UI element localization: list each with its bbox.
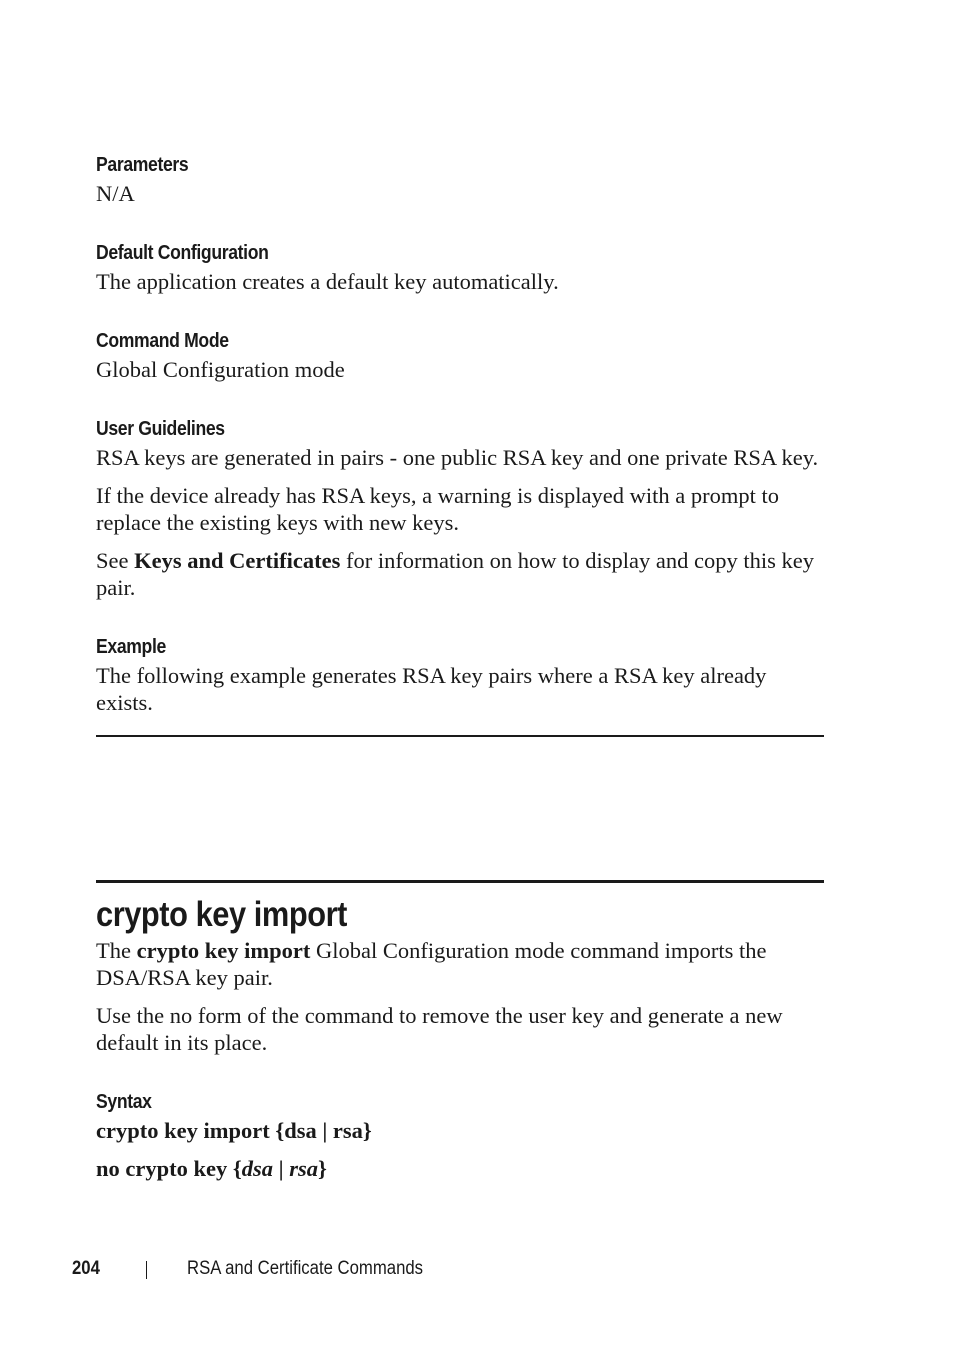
no-form-line-2: default in its place. [96,1030,268,1055]
see-text: See [96,548,135,573]
syntax-section [96,1087,824,1182]
command-description [96,937,824,1056]
example-section [96,632,824,716]
user-guidelines-paragraph-3-line-1 [96,547,824,574]
command-mode-text: Global Configuration mode [96,357,345,382]
footer-separator [146,1261,147,1279]
example-line-2: exists. [96,690,153,715]
page-number: 204 [72,1258,100,1279]
syntax-no-prefix: no crypto key { [96,1156,242,1181]
user-guidelines-section [96,414,824,601]
keys-and-certificates-link[interactable]: Keys and Certificates [134,548,341,573]
command-title: crypto key import [96,895,347,934]
intro-command-name: crypto key import [136,938,311,963]
parameters-section [96,150,824,207]
user-guidelines-heading: User Guidelines [96,418,225,440]
syntax-heading: Syntax [96,1091,152,1113]
intro-the-text: The [96,938,137,963]
user-guidelines-paragraph-2-line-1: If the device already has RSA keys, a warning is displayed with a prompt to [96,483,779,508]
intro-rest-text: Global Configuration mode command imports the [310,938,767,963]
page-footer [0,1256,954,1284]
syntax-dsa-param: dsa [241,1156,273,1181]
command-mode-heading: Command Mode [96,330,229,352]
parameters-heading: Parameters [96,154,189,176]
no-form-line-1: Use the no form of the command to remove the user key and generate a new [96,1003,783,1028]
parameters-text: N/A [96,181,135,206]
example-line-1: The following example generates RSA key pairs where a RSA key already [96,663,767,688]
user-guidelines-paragraph-2-line-2: replace the existing keys with new keys. [96,510,460,535]
default-configuration-text: The application creates a default key automatically. [96,269,559,294]
command-mode-section [96,326,824,383]
syntax-no-command [96,1155,824,1182]
example-heading: Example [96,636,166,658]
syntax-rsa-param: rsa [289,1156,318,1181]
footer-section-title: RSA and Certificate Commands [187,1258,424,1279]
command-intro-line-1 [96,937,824,964]
see-rest-text: for information on how to display and copy this key [340,548,815,573]
user-guidelines-paragraph-3-line-2: pair. [96,575,136,600]
command-intro-line-2: DSA/RSA key pair. [96,965,273,990]
syntax-separator: | [273,1156,290,1181]
user-guidelines-paragraph-1: RSA keys are generated in pairs - one public RSA key and one private RSA key. [96,445,819,470]
default-configuration-section [96,238,824,295]
syntax-no-suffix: } [317,1156,327,1181]
default-configuration-heading: Default Configuration [96,242,269,264]
page-content [96,150,824,1182]
syntax-import-command: crypto key import {dsa | rsa} [96,1118,372,1143]
